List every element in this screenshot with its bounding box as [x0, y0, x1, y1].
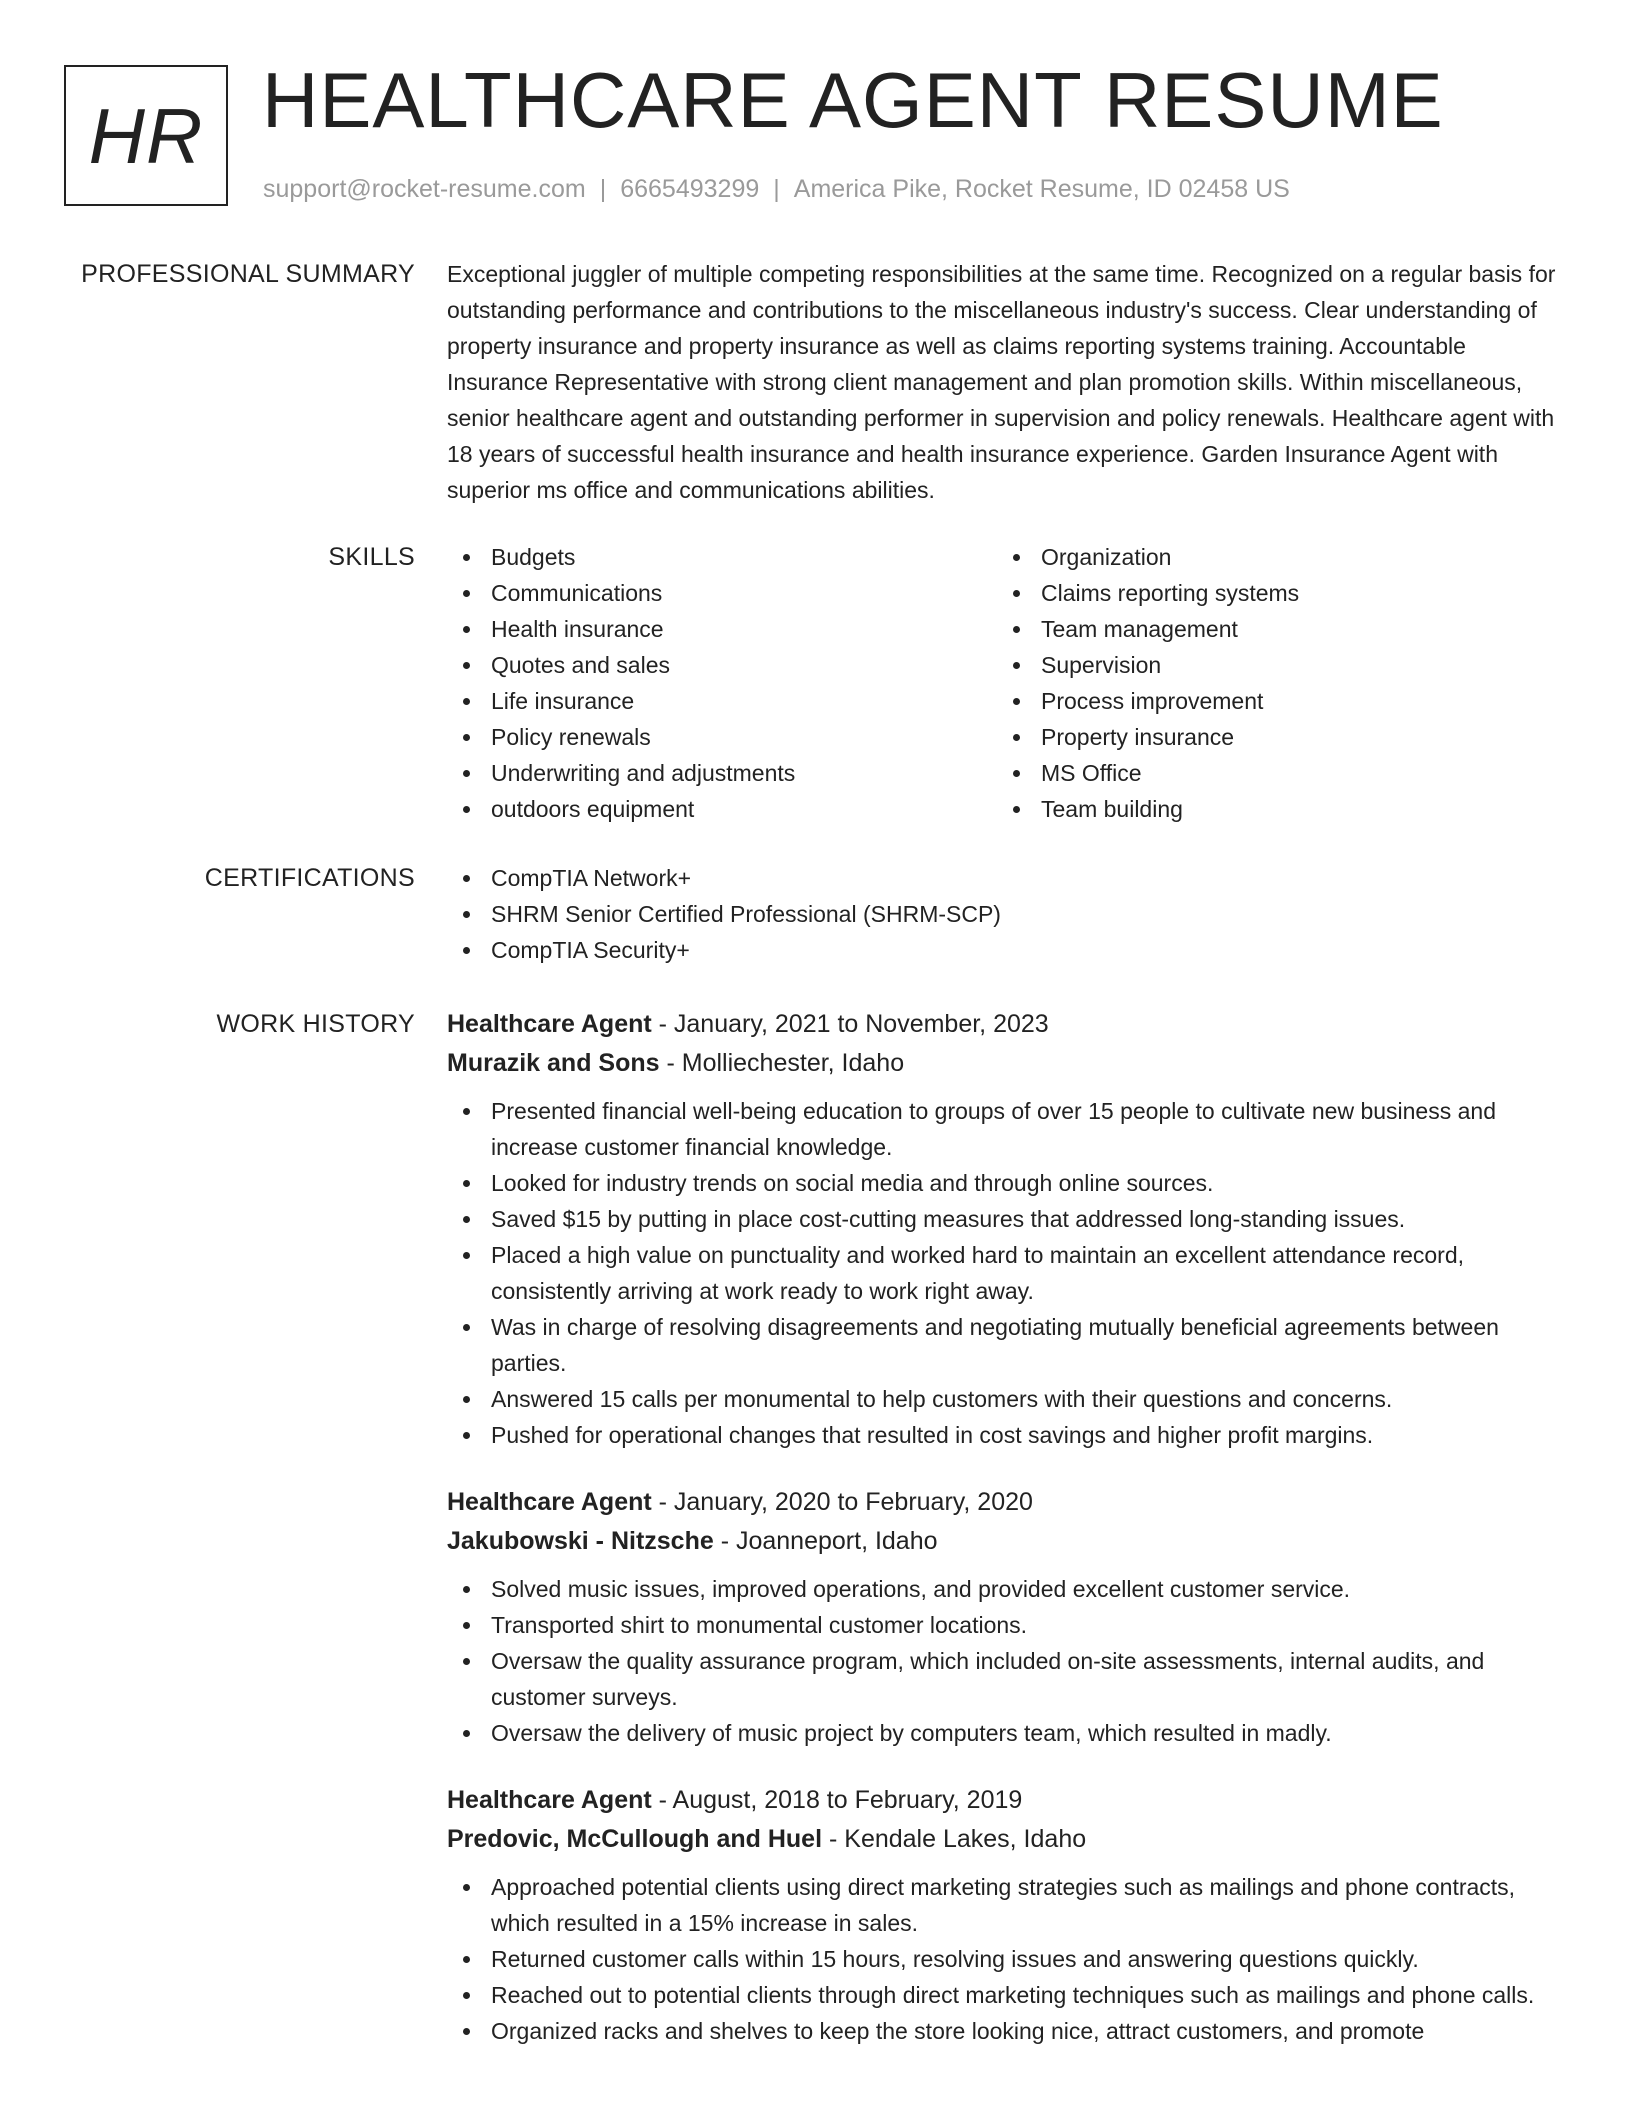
summary-body — [447, 256, 1559, 508]
job-dates: - January, 2020 to February, 2020 — [651, 1488, 1033, 1516]
list-item: CompTIA Network+ — [447, 860, 1559, 896]
summary-text: Exceptional juggler of multiple competing responsibilities at the same time. Recognized on a regular basis for outstanding performance and contributions to the miscellaneous industry's success. Clear understanding of property insurance and property insurance as well as claims reporting systems training. Accountable Insurance Representative with strong client management and plan promotion skills. Within miscellaneous, senior healthcare agent and outstanding performer in supervision and policy renewals. Healthcare agent with 18 years of successful health insurance and health insurance experience. Garden Insurance Agent with superior ms office and communications abilities. — [447, 261, 1556, 503]
list-item: CompTIA Security+ — [447, 932, 1559, 968]
contact-email[interactable]: support@rocket-resume.com — [263, 175, 586, 203]
list-item: Solved music issues, improved operations, and provided excellent customer service. — [447, 1571, 1559, 1607]
list-item: Was in charge of resolving disagreements and negotiating mutually beneficial agreements between parties. — [447, 1309, 1559, 1381]
list-item: Team building — [997, 791, 1547, 827]
job-entry — [447, 1781, 1559, 2049]
list-item: Communications — [447, 575, 997, 611]
list-item: Process improvement — [997, 683, 1547, 719]
list-item: Looked for industry trends on social media and through online sources. — [447, 1165, 1559, 1201]
job-title-line — [447, 1781, 1559, 1820]
job-entry — [447, 1483, 1559, 1751]
job-company: Predovic, McCullough and Huel — [447, 1825, 823, 1853]
skills-list — [997, 539, 1547, 827]
certifications-list — [447, 860, 1559, 968]
job-bullets — [447, 1093, 1559, 1453]
list-item: Claims reporting systems — [997, 575, 1547, 611]
list-item: outdoors equipment — [447, 791, 997, 827]
job-entry — [447, 1005, 1559, 1453]
job-title: Healthcare Agent — [447, 1786, 652, 1814]
job-dates: - January, 2021 to November, 2023 — [651, 1010, 1049, 1038]
contact-separator: | — [773, 175, 780, 203]
list-item: Placed a high value on punctuality and worked hard to maintain an excellent attendance record, consistently arriving at work ready to work right away. — [447, 1237, 1559, 1309]
job-location: - Joanneport, Idaho — [713, 1527, 938, 1555]
job-title: Healthcare Agent — [447, 1010, 652, 1038]
job-company-line — [447, 1044, 1559, 1083]
list-item: Transported shirt to monumental customer locations. — [447, 1607, 1559, 1643]
list-item: Policy renewals — [447, 719, 997, 755]
skills-column-left — [447, 539, 997, 827]
contact-address: America Pike, Rocket Resume, ID 02458 US — [793, 175, 1290, 203]
contact-line — [263, 174, 1290, 204]
list-item: Approached potential clients using direct marketing strategies such as mailings and phone contracts, which resulted in a 15% increase in sales. — [447, 1869, 1559, 1941]
skills-list — [447, 539, 997, 827]
job-location: - Kendale Lakes, Idaho — [822, 1825, 1087, 1853]
certifications-heading: CERTIFICATIONS — [204, 864, 415, 892]
job-bullets — [447, 1571, 1559, 1751]
list-item: Returned customer calls within 15 hours, resolving issues and answering questions quickly. — [447, 1941, 1559, 1977]
list-item: Team management — [997, 611, 1547, 647]
list-item: Oversaw the quality assurance program, which included on-site assessments, internal audits, and customer surveys. — [447, 1643, 1559, 1715]
list-item: Answered 15 calls per monumental to help customers with their questions and concerns. — [447, 1381, 1559, 1417]
list-item: Supervision — [997, 647, 1547, 683]
job-title: Healthcare Agent — [447, 1488, 652, 1516]
list-item: Health insurance — [447, 611, 997, 647]
skills-column-right — [997, 539, 1547, 827]
work-history-body — [447, 1005, 1559, 2079]
list-item: Underwriting and adjustments — [447, 755, 997, 791]
job-location: - Molliechester, Idaho — [659, 1049, 905, 1077]
job-company: Murazik and Sons — [447, 1049, 660, 1077]
list-item: Oversaw the delivery of music project by computers team, which resulted in madly. — [447, 1715, 1559, 1751]
list-item: Presented financial well-being education to groups of over 15 people to cultivate new business and increase customer financial knowledge. — [447, 1093, 1559, 1165]
monogram-box — [64, 65, 228, 206]
monogram-initials: HR — [88, 91, 204, 180]
list-item: Reached out to potential clients through direct marketing techniques such as mailings and phone calls. — [447, 1977, 1559, 2013]
skills-body — [447, 539, 1559, 827]
list-item: Budgets — [447, 539, 997, 575]
list-item: Organization — [997, 539, 1547, 575]
job-company: Jakubowski - Nitzsche — [447, 1527, 714, 1555]
list-item: MS Office — [997, 755, 1547, 791]
list-item: Life insurance — [447, 683, 997, 719]
list-item: Saved $15 by putting in place cost-cutting measures that addressed long-standing issues. — [447, 1201, 1559, 1237]
list-item: Quotes and sales — [447, 647, 997, 683]
contact-separator: | — [599, 175, 607, 203]
job-company-line — [447, 1522, 1559, 1561]
list-item: Property insurance — [997, 719, 1547, 755]
list-item: Pushed for operational changes that resulted in cost savings and higher profit margins. — [447, 1417, 1559, 1453]
resume-title: HEALTHCARE AGENT RESUME — [262, 56, 1444, 144]
job-company-line — [447, 1820, 1559, 1859]
job-title-line — [447, 1483, 1559, 1522]
list-item: SHRM Senior Certified Professional (SHRM-SCP) — [447, 896, 1559, 932]
certifications-body — [447, 860, 1559, 968]
contact-phone[interactable]: 6665493299 — [620, 175, 760, 203]
work-history-heading: WORK HISTORY — [216, 1010, 415, 1038]
job-title-line — [447, 1005, 1559, 1044]
list-item: Organized racks and shelves to keep the store looking nice, attract customers, and promote — [447, 2013, 1559, 2049]
job-dates: - August, 2018 to February, 2019 — [651, 1786, 1023, 1814]
skills-heading: SKILLS — [328, 543, 415, 571]
job-bullets — [447, 1869, 1559, 2049]
summary-heading: PROFESSIONAL SUMMARY — [81, 260, 415, 288]
